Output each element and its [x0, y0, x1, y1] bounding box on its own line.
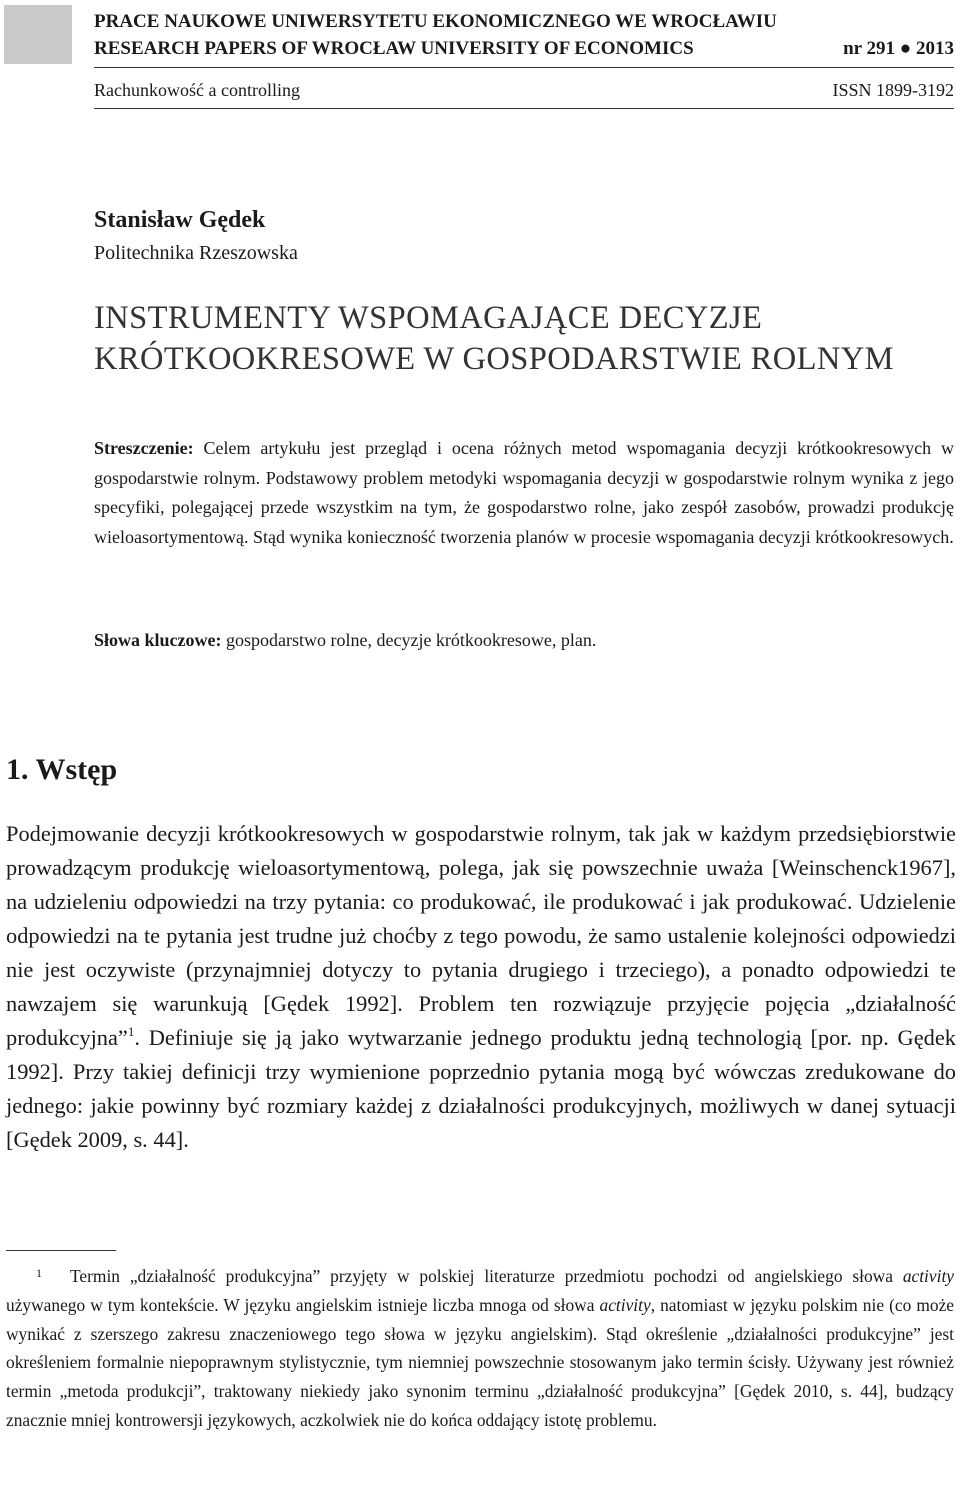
paper-title-line-2: KRÓTKOOKRESOWE W GOSPODARSTWIE ROLNYM	[94, 341, 894, 377]
footnote-divider	[6, 1250, 116, 1251]
keywords-text: gospodarstwo rolne, decyzje krótkookresowe, plan.	[221, 630, 597, 650]
series-name: Rachunkowość a controlling	[94, 80, 300, 100]
keywords	[94, 626, 954, 656]
abstract	[94, 434, 954, 552]
footnote-reference: 1	[127, 1024, 135, 1039]
journal-name-polish: PRACE NAUKOWE UNIWERSYTETU EKONOMICZNEGO WE WROCŁAWIU	[94, 11, 777, 32]
footnote-italic-term-a: activity	[902, 1266, 954, 1286]
header-divider-bottom	[94, 108, 954, 109]
paper-title	[94, 298, 894, 380]
footnote-text-c: , natomiast w języku polskim nie (co może wynikać z szerszego zakresu znaczeniowego tego słowa w języku angielskim). Stąd określenie „działalności produkcyjne” jest określeniem formalnie niepoprawnym stylistycznie, tym niemniej powszechnie stosowanym jako termin ścisły. Używany jest również termin „metoda produkcji”, traktowany niekiedy jako synonim terminu „działalność produkcyjna” [Gędek 2010, s. 44], budzący znacznie mniej kontrowersji językowych, aczkolwiek nie do końca oddający istotę problemu.	[6, 1294, 955, 1430]
paper-title-line-1: INSTRUMENTY WSPOMAGAJĄCE DECYZJE	[94, 300, 763, 336]
author-affiliation: Politechnika Rzeszowska	[94, 242, 298, 264]
header-grey-box	[4, 5, 72, 64]
author-name: Stanisław Gędek	[94, 207, 266, 233]
keywords-label: Słowa kluczowe:	[94, 630, 222, 650]
header-divider-top	[94, 67, 954, 68]
footnote: 1 Termin „działalność produkcyjna” przyjęty w polskiej literaturze przedmiotu pochodzi od angielskiego słowa activity używanego w tym kontekście. W języku angielskim istnieje liczba mnoga od słowa activity, natomiast w języku polskim nie (co może wynikać z szerszego zakresu znaczeniowego tego słowa w języku angielskim). Stąd określenie „działalności produkcyjne” jest określeniem formalnie niepoprawnym stylistycznie, tym niemniej powszechnie stosowanym jako termin ścisły. Używany jest również termin „metoda produkcji”, traktowany niekiedy jako synonim terminu „działalność produkcyjna” [Gędek 2010, s. 44], budzący znacznie mniej kontrowersji językowych, aczkolwiek nie do końca oddający istotę problemu.	[6, 1266, 955, 1430]
footnote-text-a: Termin „działalność produkcyjna” przyjęty w polskiej literaturze przedmiotu pochodzi od angielskiego słowa	[70, 1266, 903, 1286]
issue-number: nr 291 ● 2013	[843, 38, 954, 59]
section-heading: 1. Wstęp	[6, 753, 118, 786]
section-body	[6, 817, 956, 1157]
issn: ISSN 1899-3192	[832, 80, 954, 100]
footnote-italic-term-b: activity	[599, 1294, 651, 1315]
abstract-label: Streszczenie:	[94, 438, 194, 458]
body-text-part-2: . Definiuje się ją jako wytwarzanie jednego produktu jedną technologią [por. np. Gędek 1992]. Przy takiej definicji trzy wymienione poprzednio pytania mogą być wówczas zredukowane do jednego: jakie powinny być rozmiary każdej z działalności produkcyjnych, możliwych w danej sytuacji [Gędek 2009, s. 44].	[6, 1025, 956, 1152]
abstract-text: Celem artykułu jest przegląd i ocena różnych metod wspomagania decyzji krótkookresowych w gospodarstwie rolnym. Podstawowy problem metodyki wspomagania decyzji w gospodarstwie rolnym wynika z jego specyfiki, polegającej przede wszystkim na tym, że gospodarstwo rolne, jako zespół zasobów, prowadzi produkcję wieloasortymentową. Stąd wynika konieczność tworzenia planów w procesie wspomagania decyzji krótkookresowych.	[94, 438, 954, 547]
journal-header-row	[94, 37, 954, 60]
body-text-part-1: Podejmowanie decyzji krótkookresowych w gospodarstwie rolnym, tak jak w każdym przedsiębiorstwie prowadzącym produkcję wieloasortymentową, polega, jak się powszechnie uważa [Weinschenck1967], na udzieleniu odpowiedzi na trzy pytania: co produkować, ile produkować i jak produkować. Udzielenie odpowiedzi na te pytania jest trudne już choćby z tego powodu, że samo ustalenie kolejności odpowiedzi nie jest oczywiste (przynajmniej dotyczy to pytania drugiego i trzeciego), a ponadto odpowiedzi te nawzajem się warunkują [Gędek 1992]. Problem ten rozwiązuje przyjęcie pojęcia „działalność produkcyjna”	[6, 821, 956, 1050]
journal-name-english: RESEARCH PAPERS OF WROCŁAW UNIVERSITY OF ECONOMICS	[94, 38, 694, 59]
series-row	[94, 79, 954, 101]
footnote-text-b: używanego w tym kontekście. W języku angielskim istnieje liczba mnoga od słowa	[6, 1294, 600, 1315]
